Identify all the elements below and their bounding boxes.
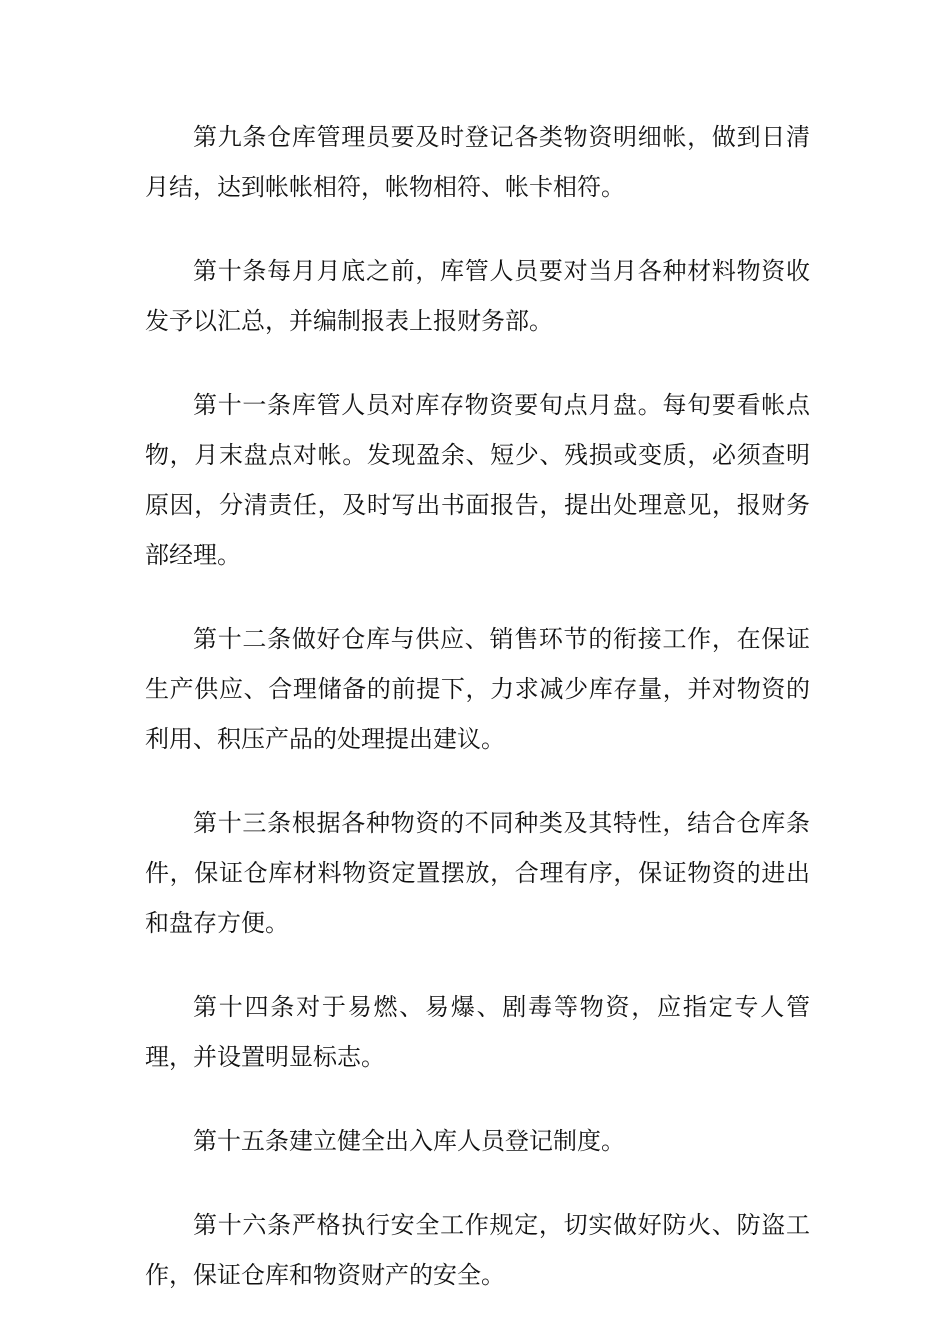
article-13-paragraph: 第十三条根据各种物资的不同种类及其特性，结合仓库条件，保证仓库材料物资定置摆放，合理有序，保证物资的进出和盘存方便。 (145, 809, 810, 937)
article-15-paragraph: 第十五条建立健全出入库人员登记制度。 (193, 1127, 625, 1155)
document-body (145, 112, 810, 1300)
article-11-paragraph: 第十一条库管人员对库存物资要旬点月盘。每旬要看帐点物，月末盘点对帐。发现盈余、短少、残损或变质，必须查明原因，分清责任，及时写出书面报告，提出处理意见，报财务部经理。 (145, 391, 810, 569)
article-12-paragraph: 第十二条做好仓库与供应、销售环节的衔接工作，在保证生产供应、合理储备的前提下，力求减少库存量，并对物资的利用、积压产品的处理提出建议。 (145, 625, 810, 753)
article-16-paragraph: 第十六条严格执行安全工作规定，切实做好防火、防盗工作，保证仓库和物资财产的安全。 (145, 1211, 810, 1289)
article-9-paragraph: 第九条仓库管理员要及时登记各类物资明细帐，做到日清月结，达到帐帐相符，帐物相符、帐卡相符。 (145, 123, 810, 201)
article-14-paragraph: 第十四条对于易燃、易爆、剧毒等物资，应指定专人管理，并设置明显标志。 (145, 993, 810, 1071)
article-10-paragraph: 第十条每月月底之前，库管人员要对当月各种材料物资收发予以汇总，并编制报表上报财务部。 (145, 257, 810, 335)
